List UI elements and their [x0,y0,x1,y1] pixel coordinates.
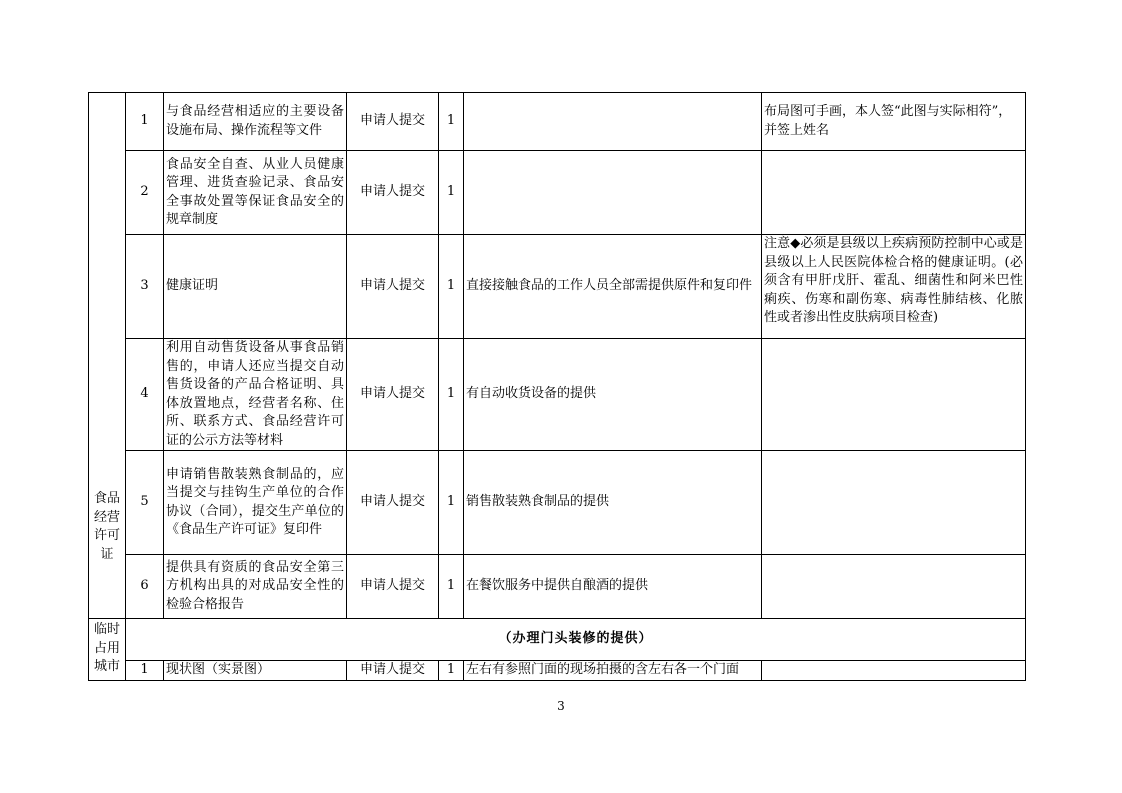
count-cell: 1 [439,151,464,235]
submitter-cell: 申请人提交 [347,235,439,339]
category-food-license [89,93,126,619]
remark-cell: 注意◆必须是县级以上疾病预防控制中心或是县级以上人民医院体检合格的健康证明。(必须含有甲肝戊肝、霍乱、细菌性和阿米巴性痢疾、伤寒和副伤寒、病毒性肺结核、化脓性或者渗出性皮肤病项目检查) [762,235,1026,339]
count-cell: 1 [439,93,464,151]
condition-cell: 直接接触食品的工作人员全部需提供原件和复印件 [464,235,762,339]
count-cell: 1 [439,339,464,451]
submitter-cell: 申请人提交 [347,451,439,555]
condition-cell: 销售散装熟食制品的提供 [464,451,762,555]
remark-cell [762,555,1026,619]
count-cell: 1 [439,451,464,555]
remark-cell: 布局图可手画，本人签“此图与实际相符”，并签上姓名 [762,93,1026,151]
table-row [89,93,1026,151]
category-label: 食品经营许可证 [93,491,120,562]
material-cell: 现状图（实景图） [164,661,347,681]
category-temporary-occupation [89,619,126,681]
material-cell: 食品安全自查、从业人员健康管理、进货查验记录、食品安全事故处置等保证食品安全的规章制度 [164,151,347,235]
material-cell: 申请销售散装熟食制品的，应当提交与挂钩生产单位的合作协议（合同），提交生产单位的《食品生产许可证》复印件 [164,451,347,555]
submitter-cell: 申请人提交 [347,93,439,151]
row-number: 1 [126,661,164,681]
material-cell: 与食品经营相适应的主要设备设施布局、操作流程等文件 [164,93,347,151]
count-cell: 1 [439,235,464,339]
table-row [89,661,1026,681]
condition-cell: 在餐饮服务中提供自酿酒的提供 [464,555,762,619]
materials-table [88,92,1026,681]
material-cell: 提供具有资质的食品安全第三方机构出具的对成品安全性的检验合格报告 [164,555,347,619]
table-row [89,235,1026,339]
condition-cell [464,151,762,235]
count-cell: 1 [439,555,464,619]
row-number: 3 [126,235,164,339]
table-row [89,619,1026,661]
remark-cell [762,661,1026,681]
row-number: 6 [126,555,164,619]
section-banner: （办理门头装修的提供） [126,619,1026,661]
remark-cell [762,451,1026,555]
remark-cell [762,339,1026,451]
row-number: 4 [126,339,164,451]
count-cell: 1 [439,661,464,681]
table-row [89,451,1026,555]
condition-cell: 有自动收货设备的提供 [464,339,762,451]
page-number: 3 [557,699,565,713]
submitter-cell: 申请人提交 [347,339,439,451]
row-number: 2 [126,151,164,235]
table-row [89,339,1026,451]
row-number: 5 [126,451,164,555]
submitter-cell: 申请人提交 [347,555,439,619]
condition-cell [464,93,762,151]
table-row [89,151,1026,235]
table-row [89,555,1026,619]
submitter-cell: 申请人提交 [347,151,439,235]
remark-cell [762,151,1026,235]
submitter-cell: 申请人提交 [347,661,439,681]
material-cell: 健康证明 [164,235,347,339]
condition-cell: 左右有参照门面的现场拍摄的含左右各一个门面 [464,661,762,681]
material-cell: 利用自动售货设备从事食品销售的，申请人还应当提交自动售货设备的产品合格证明、具体放置地点，经营者名称、住所、联系方式、食品经营许可证的公示方法等材料 [164,339,347,451]
category-label: 临时占用城市 [93,622,120,674]
row-number: 1 [126,93,164,151]
